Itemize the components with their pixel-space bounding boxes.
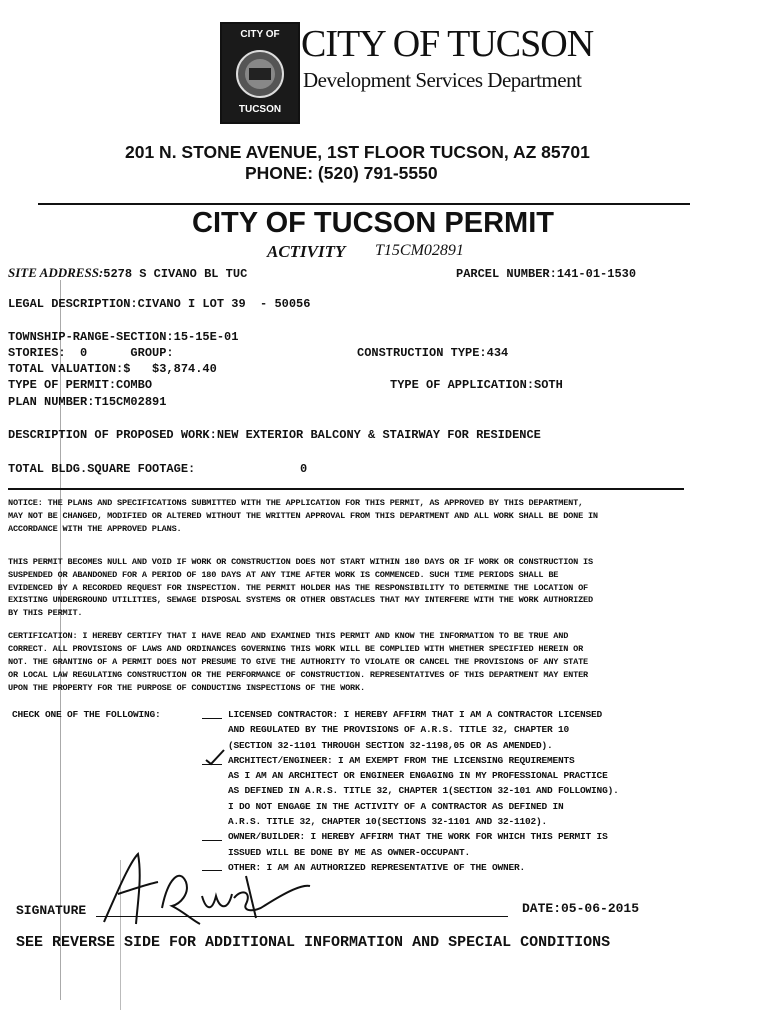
stories-group: STORIES: 0 GROUP: [8, 346, 174, 360]
certification-line: CORRECT. ALL PROVISIONS OF LAWS AND ORDINANCES GOVERNING THIS WORK WILL BE COMPLIED WITH WHETHER SPECIFIED HEREIN OR [8, 644, 584, 654]
site-address-label: SITE ADDRESS: [8, 265, 104, 280]
activity-label: ACTIVITY [267, 242, 346, 261]
seal-text-top: CITY OF [240, 29, 280, 40]
construction-type: CONSTRUCTION TYPE:434 [357, 346, 509, 360]
option-line: I DO NOT ENGAGE IN THE ACTIVITY OF A CONTRACTOR AS DEFINED IN [228, 800, 564, 812]
certification-line: UPON THE PROPERTY FOR THE PURPOSE OF CONDUCTING INSPECTIONS OF THE WORK. [8, 683, 365, 693]
option-owner-builder[interactable]: OWNER/BUILDER: I HEREBY AFFIRM THAT THE WORK FOR WHICH THIS PERMIT IS [228, 831, 608, 843]
header-divider [38, 203, 690, 205]
void-line: BY THIS PERMIT. [8, 608, 83, 619]
certification-line: NOT. THE GRANTING OF A PERMIT DOES NOT PRESUME TO GIVE THE AUTHORITY TO VIOLATE OR CANCEL THE PROVISIONS OF ANY STATE [8, 657, 588, 667]
plan-number: PLAN NUMBER:T15CM02891 [8, 395, 167, 409]
void-line: EVIDENCED BY A RECORDED REQUEST FOR INSPECTION. THE PERMIT HOLDER HAS THE RESPONSIBILITY TO DETERMINE THE LOCATION OF [8, 582, 588, 593]
option-line: ISSUED WILL BE DONE BY ME AS OWNER-OCCUPANT. [228, 846, 471, 858]
parcel-label: PARCEL NUMBER: [456, 267, 557, 281]
notice-line: MAY NOT BE CHANGED, MODIFIED OR ALTERED WITHOUT THE WRITTEN APPROVAL FROM THIS DEPARTMENT AND ALL WORK SHALL BE DONE IN [8, 511, 598, 521]
square-footage-value: 0 [300, 462, 308, 476]
checkbox-owner-builder[interactable] [202, 840, 222, 841]
office-phone: PHONE: (520) 791-5550 [245, 163, 438, 183]
certification-line: CERTIFICATION: I HEREBY CERTIFY THAT I HAVE READ AND EXAMINED THIS PERMIT AND KNOW THE INFORMATION TO BE TRUE AND [8, 631, 569, 641]
option-line: AS I AM AN ARCHITECT OR ENGINEER ENGAGING IN MY PROFESSIONAL PRACTICE [228, 770, 608, 782]
certification-paragraph [8, 630, 588, 695]
site-address-value: 5278 S CIVANO BL TUC [103, 267, 248, 281]
footer-note: SEE REVERSE SIDE FOR ADDITIONAL INFORMATION AND SPECIAL CONDITIONS [16, 934, 611, 951]
notice-line: ACCORDANCE WITH THE APPROVED PLANS. [8, 524, 182, 534]
square-footage-label: TOTAL BLDG.SQUARE FOOTAGE: [8, 462, 196, 476]
site-address-row [8, 264, 247, 282]
permit-type: TYPE OF PERMIT:COMBO [8, 378, 153, 392]
seal-text-bottom: TUCSON [238, 104, 282, 115]
option-line: A.R.S. TITLE 32, CHAPTER 10(SECTIONS 32-1101 AND 32-1102). [228, 816, 548, 828]
legal-description: LEGAL DESCRIPTION:CIVANO I LOT 39 - 50056 [8, 297, 311, 311]
office-address: 201 N. STONE AVENUE, 1ST FLOOR TUCSON, AZ 85701 [125, 142, 590, 162]
void-paragraph [8, 556, 593, 620]
signature-label: SIGNATURE [16, 903, 87, 918]
checkbox-licensed-contractor[interactable] [202, 718, 222, 719]
parcel-row [456, 264, 636, 282]
void-line: SUSPENDED OR ABANDONED FOR A PERIOD OF 180 DAYS AT ANY TIME AFTER WORK IS COMMENCED. SUCH TIME PERIODS SHALL BE [8, 569, 559, 580]
checklist-label: CHECK ONE OF THE FOLLOWING: [12, 709, 161, 720]
body-divider [8, 488, 684, 490]
option-line: AND REGULATED BY THE PROVISIONS OF A.R.S. TITLE 32, CHAPTER 10 [228, 724, 570, 736]
signature-date: DATE:05-06-2015 [522, 901, 640, 916]
agency-name: CITY OF TUCSON [301, 23, 594, 65]
notice-line: NOTICE: THE PLANS AND SPECIFICATIONS SUBMITTED WITH THE APPLICATION FOR THIS PERMIT, AS APPROVED BY THIS DEPARTMENT, [8, 498, 584, 508]
total-valuation: TOTAL VALUATION:$ $3,874.40 [8, 362, 217, 376]
parcel-number: 141-01-1530 [556, 267, 637, 281]
township-range-section: TOWNSHIP-RANGE-SECTION:15-15E-01 [8, 330, 239, 344]
certification-line: OR LOCAL LAW REGULATING CONSTRUCTION OR THE PERFORMANCE OF CONSTRUCTION. REPRESENTATIVES OF THIS DEPARTMENT MAY ENTER [8, 670, 588, 680]
handwritten-signature [96, 848, 316, 930]
option-licensed-contractor[interactable]: LICENSED CONTRACTOR: I HEREBY AFFIRM THAT I AM A CONTRACTOR LICENSED [228, 709, 603, 720]
void-line: EXISTING UNDERGROUND UTILITIES, SEWAGE DISPOSAL SYSTEMS OR OTHER OBSTACLES THAT MAY INTERFERE WITH THE WORK AUTHORIZED [8, 595, 593, 606]
activity-number: T15CM02891 [375, 242, 464, 259]
option-line: AS DEFINED IN A.R.S. TITLE 32, CHAPTER 1(SECTION 32-101 AND FOLLOWING). [228, 785, 619, 797]
application-type: TYPE OF APPLICATION:SOTH [390, 378, 563, 392]
option-line: (SECTION 32-1101 THROUGH SECTION 32-1198,05 OR AS AMENDED). [228, 739, 553, 751]
notice-paragraph [8, 497, 598, 536]
permit-title: CITY OF TUCSON PERMIT [192, 207, 554, 239]
option-architect-engineer[interactable]: ARCHITECT/ENGINEER: I AM EXEMPT FROM THE LICENSING REQUIREMENTS [228, 754, 575, 766]
city-seal-logo [220, 22, 300, 124]
checkmark-icon [204, 748, 226, 766]
void-line: THIS PERMIT BECOMES NULL AND VOID IF WORK OR CONSTRUCTION DOES NOT START WITHIN 180 DAYS OR IF WORK OR CONSTRUCTION IS [8, 557, 593, 567]
work-description: DESCRIPTION OF PROPOSED WORK:NEW EXTERIOR BALCONY & STAIRWAY FOR RESIDENCE [8, 428, 541, 442]
department-name: Development Services Department [303, 68, 582, 92]
option-other[interactable]: OTHER: I AM AN AUTHORIZED REPRESENTATIVE OF THE OWNER. [228, 861, 526, 873]
